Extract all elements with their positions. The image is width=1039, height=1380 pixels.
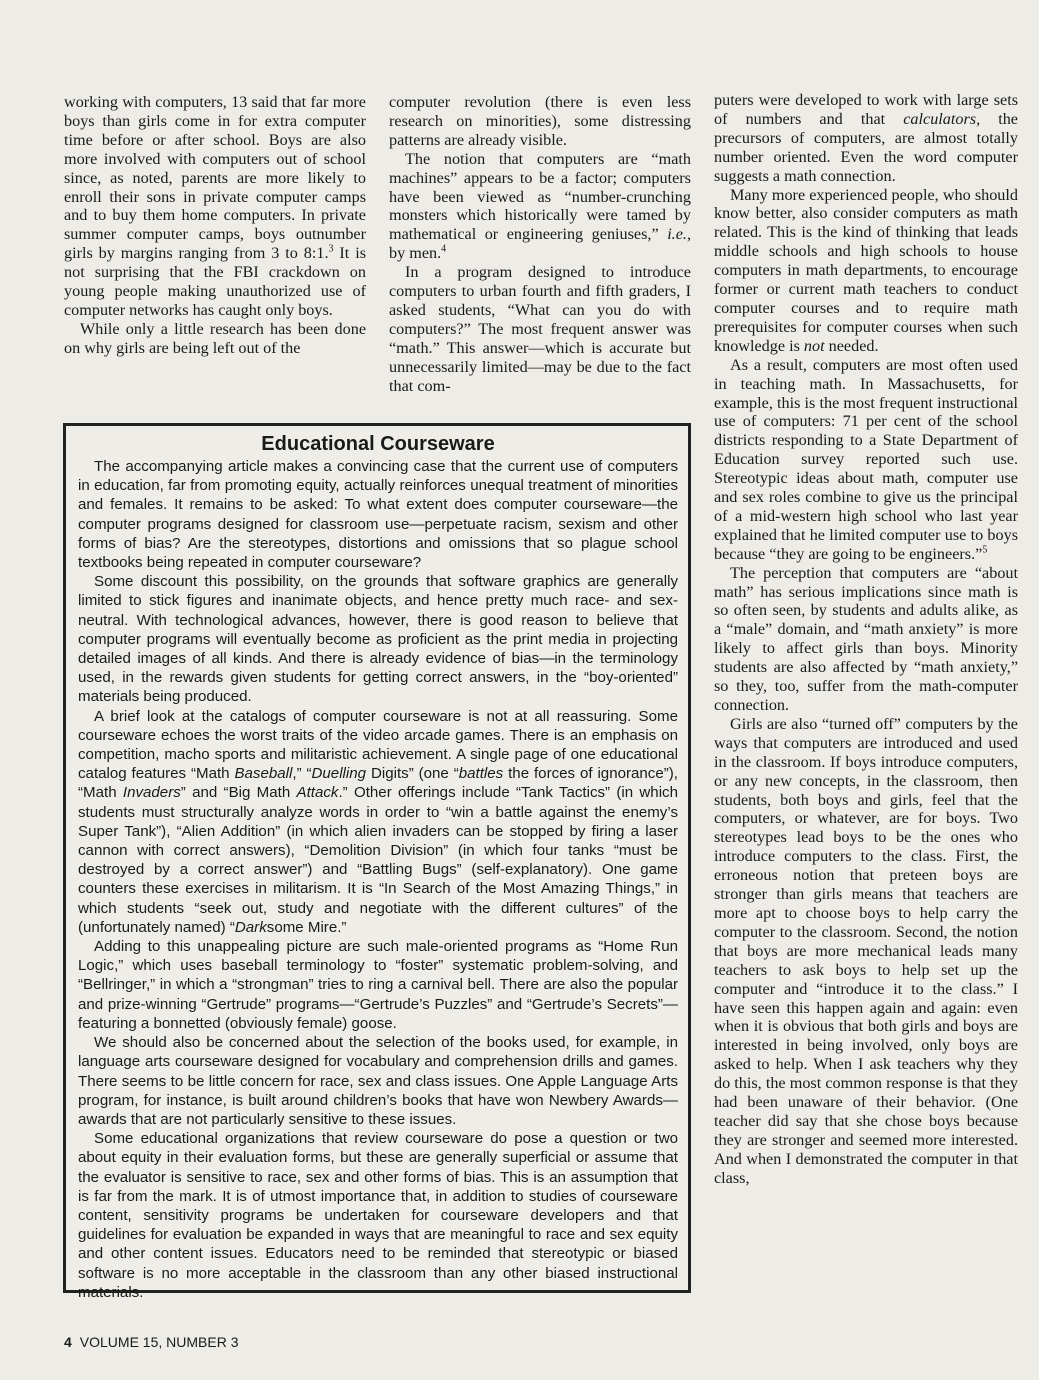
sidebar-content	[78, 432, 678, 1302]
page-number: 4	[64, 1334, 72, 1350]
footnote-ref[interactable]: 5	[982, 544, 988, 556]
paragraph: working with computers, 13 said that far more boys than girls come in for extra computer time before or after school. Boys are also more involved with computers out of school since, as noted, parents are more likely to enroll their sons in private computer camps and to buy them home computers. In private summer computer camps, boys outnumber girls by margins ranging from 3 to 8:1.$^3$ It is not surprising that the FBI crackdown on young people making unauthorized use of computer networks has caught only boys.	[64, 93, 366, 319]
article-column-3	[714, 91, 1018, 1188]
article-column-2	[389, 93, 691, 396]
sidebar-paragraph: The accompanying article makes a convincing case that the current use of computers in education, far from promoting equity, actually reinforces unequal treatment of minorities and females. It remains to be asked: To what extent does computer courseware—the computer programs designed for classroom use—perpetuate racism, sexism and other forms of bias? Are the stereotypes, distortions and omissions that so plague school textbooks being repeated in computer courseware?	[78, 458, 678, 572]
sidebar-paragraph: We should also be concerned about the selection of the books used, for example, in language arts courseware designed for vocabulary and comprehension drills and games. There seems to be little concern for race, sex and class issues. One Apple Language Arts program, for instance, is built around children’s books that have won Newbery Awards—awards that are not particularly sensitive to these issues.	[78, 1034, 678, 1128]
sidebar-paragraph: Some discount this possibility, on the grounds that software graphics are generally limited to stick figures and inanimate objects, and hence pretty much race- and sex-neutral. With technological advances, however, there is good reason to believe that computer programs will eventually become as proficient as the print media in projecting detailed images of all kinds. And there is already evidence of bias—in the terminology used, in the rewards given students for getting correct answers, in the “boy-oriented” materials being produced.	[78, 573, 678, 706]
sidebar-paragraph: Adding to this unappealing picture are such male-oriented programs as “Home Run Logic,” which uses baseball terminology to “foster” systematic problem-solving, and “Bellringer,” in which a “strongman” tries to ring a carnival bell. There are also the popular and prize-winning “Gertrude” programs—“Gertrude’s Puzzles” and “Gertrude’s Secrets”—featuring a bonnetted (obviously female) goose.	[78, 938, 678, 1032]
paragraph: In a program designed to introduce computers to urban fourth and fifth graders, I asked students, “What can you do with computers?” The most frequent answer was “math.” This answer—which is accurate but unnecessarily limited—may be due to the fact that com-	[389, 263, 691, 395]
sidebar-box	[63, 423, 691, 1301]
page-footer	[64, 1333, 239, 1351]
paragraph: The perception that computers are “about math” has serious implications since math is so often seen, by students and adults alike, as a “male” domain, and “math anxiety” is more likely to affect girls than boys. Minority students are also affected by “math anxiety,” so they, too, suffer from the math-computer connection.	[714, 563, 1018, 714]
paragraph: Girls are also “turned off” computers by the ways that computers are introduced and used in the classroom. If boys introduce computers, or any new concepts, in the classroom, then students, both boys and girls, feel that the computers, or whatever, are for boys. Two stereotypes lead boys to be the ones who introduce computers to the class. First, the erroneous notion that preteen boys are stronger than girls means that teachers are more apt to choose boys to help carry the computer to the classroom. Second, the notion that boys are more mechanical leads many teachers to ask boys to help set up the computer and “introduce it to the class.” I have seen this happen again and again: even when it is obvious that both girls and boys are interested in being involved, only boys are asked to help. When I ask teachers why they do this, the most common response is that they had been unaware of their behavior. (One teacher did say that she chose boys because they are stronger and seemed more interested. And when I demonstrated the computer in that class,	[714, 714, 1018, 1187]
sidebar-title: Educational Courseware	[261, 433, 495, 455]
paragraph: computer revolution (there is even less research on minorities), some distressing patterns are already visible.	[389, 93, 691, 149]
footnote-ref[interactable]: 4	[441, 243, 447, 255]
paragraph: Many more experienced people, who should know better, also consider computers as math related. This is the kind of thinking that leads middle schools and high schools to house computers in math departments, to encourage former or current math teachers to conduct computer courses and to require math prerequisites for computer courses when such knowledge is not needed.	[714, 185, 1018, 355]
article-column-1	[64, 93, 366, 358]
paragraph: While only a little research has been done on why girls are being left out of the	[64, 319, 366, 357]
sidebar-paragraph: A brief look at the catalogs of computer courseware is not at all reassuring. Some courseware echoes the worst traits of the video arcade games. There is an emphasis on competition, macho sports and militaristic achievement. A single page of one educational catalog features “Math Baseball,” “Duelling Digits” (one “battles the forces of ignorance”), “Math Invaders” and “Big Math Attack.” Other offerings include “Tank Tactics” (in which students must structurally analyze words in order to “win a battle against the enemy’s Super Tank”), “Alien Addition” (in which alien invaders can be stopped by firing a laser cannon with correct answers), “Demolition Division” (in which four tanks “must be destroyed by a correct answer”) and “Battling Bugs” (self-explanatory). One game counters these exercises in militarism. It is “In Search of the Most Amazing Things,” in which students “seek out, study and negotiate with the different cultures” of the (unfortunately named) “Darksome Mire.”	[78, 707, 678, 936]
paragraph: puters were developed to work with large sets of numbers and that calculators, the precursors of computers, are almost totally number oriented. Even the word computer suggests a math connection.	[714, 91, 1018, 185]
paragraph: The notion that computers are “math machines” appears to be a factor; computers have been viewed as “number-crunching monsters which historically were tamed by mathematical or engineering geniuses,” i.e., by men.$^4$	[389, 149, 692, 263]
issue-label: VOLUME 15, NUMBER 3	[79, 1334, 239, 1350]
sidebar-paragraph: Some educational organizations that review courseware do pose a question or two about equity in their evaluation forms, but these are generally superficial or assume that the evaluator is sensitive to race, sex and other forms of bias. This is an assumption that is far from the mark. It is of utmost importance that, in addition to studies of courseware content, sensitivity programs be undertaken for courseware developers and that guidelines for evaluation be expanded in ways that are meaningful to race and sex equity and other content issues. Educators need to be reminded that stereotypic or biased software is no more acceptable in the classroom than any other biased instructional materials.	[78, 1130, 678, 1301]
footnote-ref[interactable]: 3	[328, 243, 334, 255]
paragraph: As a result, computers are most often used in teaching math. In Massachusetts, for example, this is the most frequent instructional use of computers: 71 per cent of the school districts responding to a State Department of Education survey reported such use. Stereotypic ideas about math, computer use and sex roles combine to give us the principal of a mid-western high school who last year explained that he limited computer use to boys because “they are going to be engineers.”$^5$	[714, 355, 1018, 563]
